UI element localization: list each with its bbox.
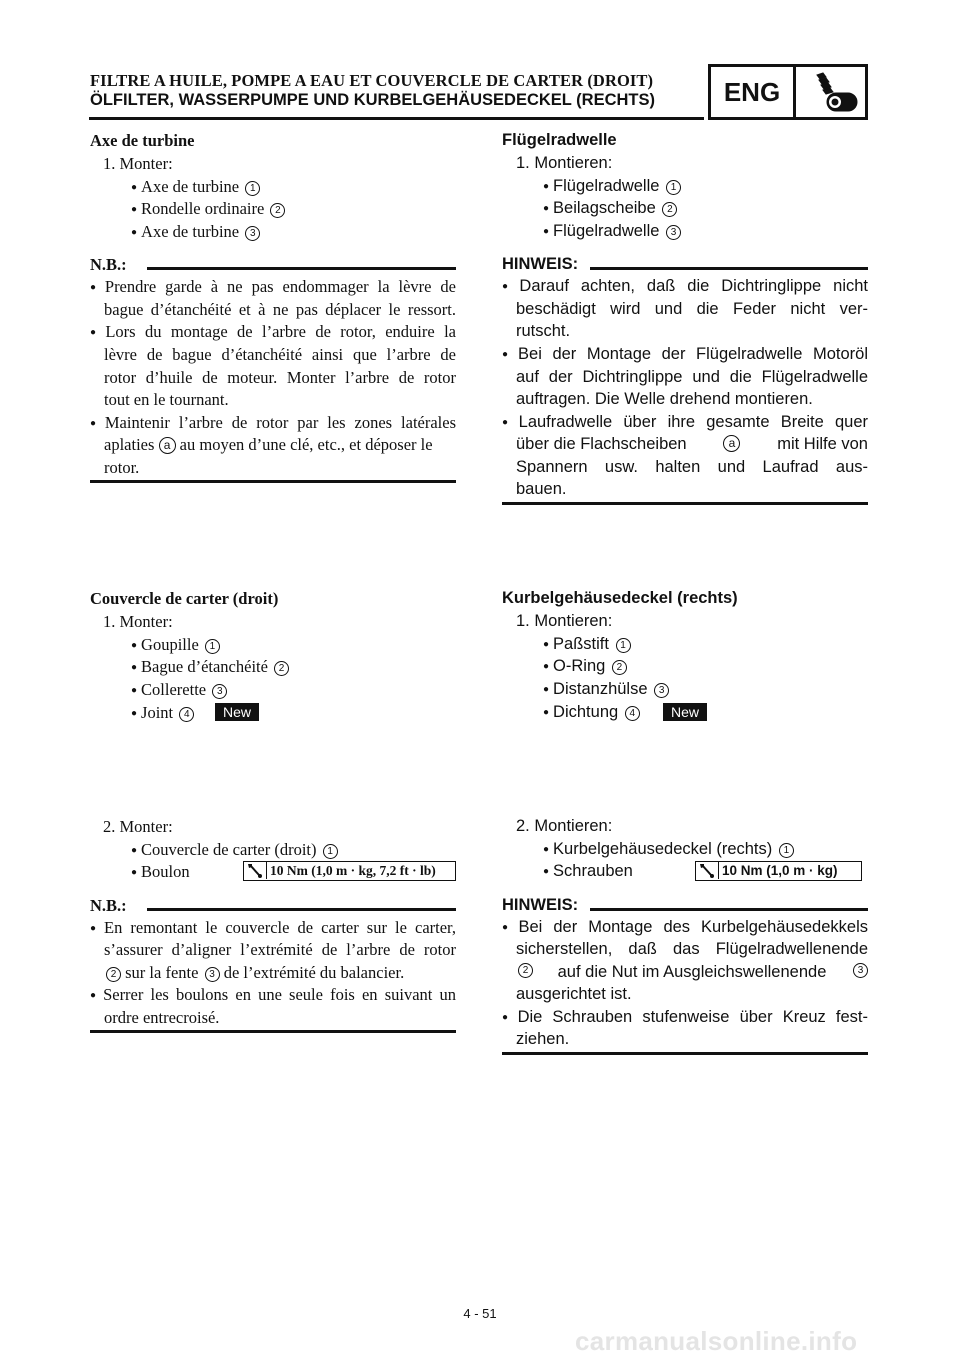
note-text: sur la fente [125,963,199,982]
callout-number: 1 [779,843,794,858]
list-item [543,199,677,218]
list-item [131,222,260,242]
list-item-label: Joint [141,703,174,722]
callout-number: 4 [179,707,194,722]
note-line: bauen. [516,480,567,498]
page-number: 4 - 51 [463,1306,497,1321]
step-label: 1. Monter: [103,154,173,173]
torque-spec [243,861,456,881]
list-item [543,680,669,699]
callout-number: 2 [106,967,121,982]
section-title-crankcase-cover-de: Kurbelgehäusedeckel (rechts) [502,589,738,607]
callout-letter: a [159,437,176,454]
note-line: tout en le tournant. [104,390,229,409]
list-item-label: Boulon [141,862,190,881]
list-item-label: Dichtung [553,703,619,721]
note-rule [147,908,456,911]
list-item-label: O-Ring [553,657,606,675]
callout-number: 2 [270,203,285,218]
note-line: ● Laufradwelle über ihre gesamte Breite quer [502,413,868,432]
callout-number: 3 [853,963,868,978]
list-item-label: Couvercle de carter (droit) [141,840,317,859]
callout-number: 1 [205,639,220,654]
note-line: ● Bei der Montage des Kurbelgehäusedekkels [502,918,868,937]
callout-number: 2 [518,963,533,978]
note-line: ordre entrecroisé. [104,1008,220,1027]
note-line: s’assurer d’aligner l’extrémité de l’arbre de rotor [104,940,456,959]
note-line [104,963,404,983]
list-item-label: Bague d’étanchéité [141,657,268,676]
note-line: ● Bei der Montage der Flügelradwelle Motoröl [502,345,868,364]
list-item-label: Paßstift [553,635,609,653]
new-part-badge: New [663,703,707,721]
note-text: aplaties [104,435,155,454]
callout-number: 1 [616,638,631,653]
watermark: carmanualsonline.info [575,1326,858,1356]
note-line: Spannern usw. halten und Laufrad aus- [516,458,868,476]
note-line: bague d’étanchéité et à ne pas déplacer le ressort. [104,300,456,319]
wrench-icon [696,862,719,879]
list-item-label: Axe de turbine [141,222,240,241]
note-line: ● En remontant le couvercle de carter sur le carter, [90,918,456,938]
list-item [543,657,627,676]
callout-number: 2 [274,661,289,676]
list-item-label: Distanzhülse [553,680,648,698]
list-item-label: Axe de turbine [141,177,240,196]
note-line: rutscht. [516,322,571,340]
list-item-label: Beilagscheibe [553,199,656,217]
callout-number: 4 [625,706,640,721]
note-heading: HINWEIS: [502,896,579,914]
note-line: ● Lors du montage de l’arbre de rotor, enduire la [90,322,456,342]
step-label: 2. Monter: [103,817,173,836]
note-end-rule [502,502,868,505]
list-item-label: Flügelradwelle [553,177,660,195]
note-line: ● Die Schrauben stufenweise über Kreuz fest- [502,1008,868,1027]
note-line: auf der Dichtringlippe und die Flügelradwelle [516,368,868,386]
callout-number: 2 [612,660,627,675]
list-item-label: Collerette [141,680,207,699]
callout-number: 3 [205,967,220,982]
note-line: ausgerichtet ist. [516,985,632,1003]
list-item [131,840,338,860]
note-line: lèvre de bague d’étanchéité ainsi que l’arbre de [104,345,456,364]
note-rule [590,908,868,911]
badge-label: ENG [723,77,781,107]
list-item [131,680,227,700]
torque-value: 10 Nm (1,0 m · kg, 7,2 ft · lb) [270,863,436,878]
list-item [543,703,640,722]
section-badge [708,64,868,120]
header-rule [89,117,704,120]
note-text: de l’extrémité du balancier. [223,963,405,982]
callout-number: 1 [323,844,338,859]
note-line: ziehen. [516,1030,570,1048]
note-heading: N.B.: [90,255,127,274]
section-title-crankcase-cover: Couvercle de carter (droit) [90,589,279,608]
note-line: rotor. [104,458,140,477]
header-title-fr: FILTRE A HUILE, POMPE A EAU ET COUVERCLE DE CARTER (DROIT) [90,71,654,90]
list-item [131,703,194,723]
list-item-label: Goupille [141,635,199,654]
list-item [543,840,794,859]
step-label: 2. Montieren: [516,817,613,835]
list-item [131,657,289,677]
note-text: über die Flachscheiben [516,435,687,453]
note-heading: N.B.: [90,896,127,915]
note-rule [147,267,456,270]
list-item-label: Kurbelgehäusedeckel (rechts) [553,840,773,858]
badge-divider [793,67,796,117]
note-line: auftragen. Die Welle drehend montieren. [516,390,813,408]
engine-icon [799,69,863,115]
list-item [131,177,260,197]
list-item-label: Flügelradwelle [553,222,660,240]
note-line: ● Serrer les boulons en une seule fois en suivant un [90,985,456,1005]
note-heading: HINWEIS: [502,255,579,273]
note-line: sicherstellen, daß das Flügelradwellenende [516,940,868,958]
note-line: ● Prendre garde à ne pas endommager la lèvre de [90,277,456,297]
note-line: ● Maintenir l’arbre de rotor par les zones latérales [90,413,456,433]
header-title-de: ÖLFILTER, WASSERPUMPE UND KURBELGEHÄUSEDECKEL (RECHTS) [90,91,655,109]
list-item [131,199,285,219]
callout-number: 1 [245,181,260,196]
callout-number: 3 [666,225,681,240]
note-end-rule [502,1052,868,1055]
torque-spec [695,861,862,881]
torque-value: 10 Nm (1,0 m · kg) [722,863,838,878]
note-line: rotor d’huile de moteur. Monter l’arbre de rotor [104,368,456,387]
note-end-rule [90,480,456,483]
note-end-rule [90,1030,456,1033]
note-rule [590,267,868,270]
new-part-badge: New [215,703,259,721]
callout-number: 3 [212,684,227,699]
note-text: au moyen d’une clé, etc., et déposer le [179,435,433,454]
list-item [543,222,681,241]
note-text: auf die Nut im Ausgleichswellenende [557,963,827,981]
note-line [516,963,868,982]
list-item [131,635,220,655]
step-label: 1. Monter: [103,612,173,631]
step-label: 1. Montieren: [516,154,613,172]
section-title-impeller-shaft: Flügelradwelle [502,131,617,149]
note-text: mit Hilfe von [777,435,868,453]
step-label: 1. Montieren: [516,612,613,630]
list-item [543,862,633,881]
note-line [104,435,433,455]
section-title-turbine-axis: Axe de turbine [90,131,195,150]
list-item [131,862,190,882]
callout-number: 2 [662,202,677,217]
list-item [543,635,631,654]
list-item [543,177,681,196]
callout-number: 1 [666,180,681,195]
wrench-icon [244,862,267,879]
note-line: ● Darauf achten, daß die Dichtringlippe nicht [502,277,868,296]
note-line [516,435,868,454]
callout-number: 3 [654,683,669,698]
list-item-label: Rondelle ordinaire [141,199,265,218]
callout-number: 3 [245,226,260,241]
callout-letter: a [723,435,740,452]
list-item-label: Schrauben [553,862,633,880]
note-line: beschädigt wird und die Feder nicht ver- [516,300,868,318]
